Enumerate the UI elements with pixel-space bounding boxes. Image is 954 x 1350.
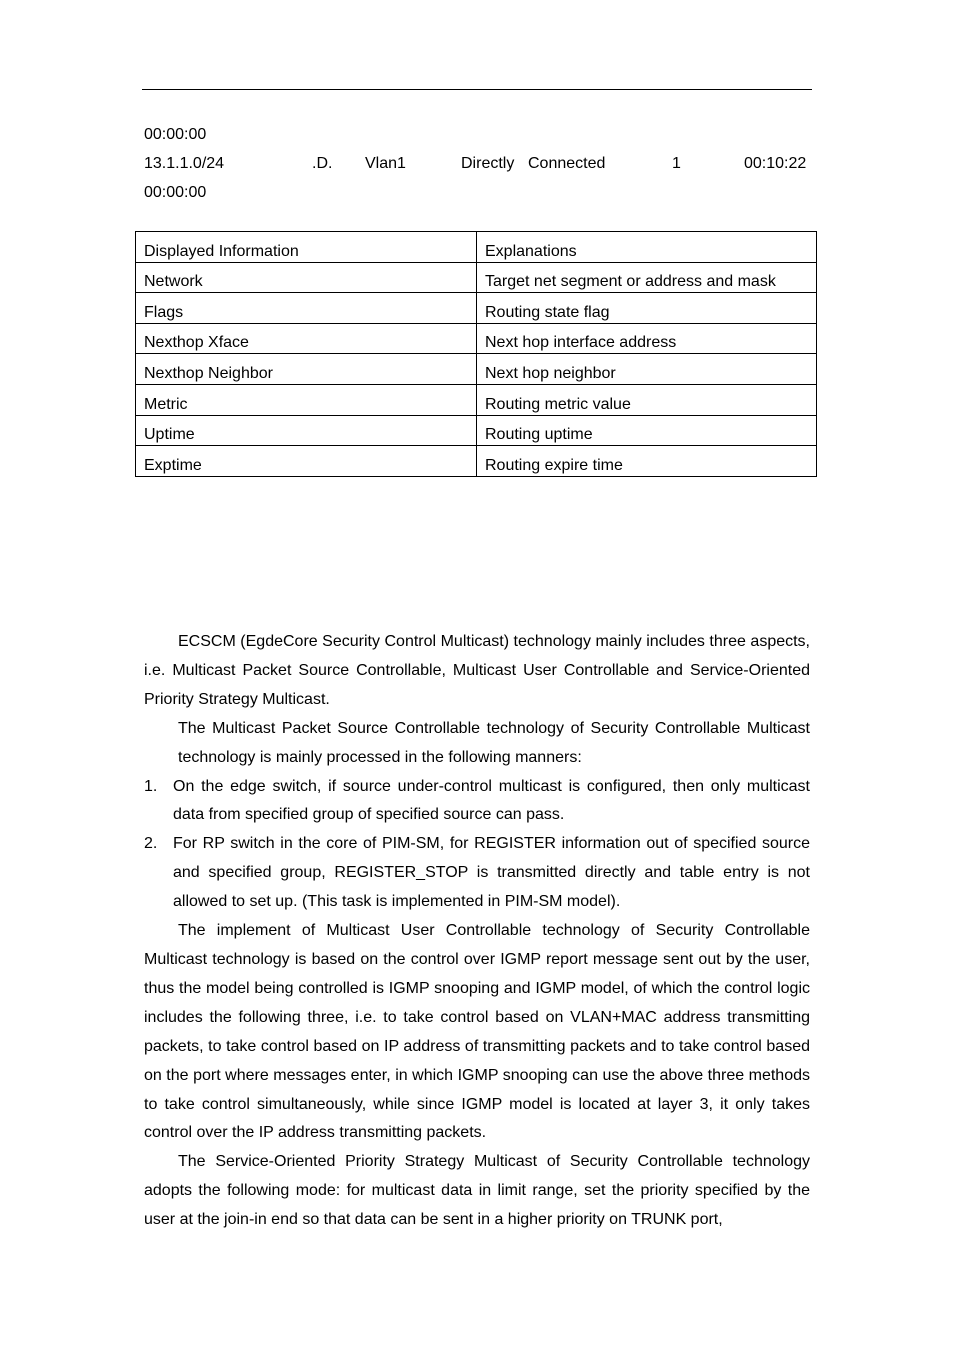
route-neighbor-1: Directly [461,155,515,172]
table-cell-explanation: Routing metric value [477,384,817,415]
list-item-text: On the edge switch, if source under-control multicast is configured, then only multicast data from specified group of specified source can pass. [173,777,810,824]
list-item [144,830,810,917]
table-header-cell: Explanations [477,232,817,263]
displayed-info-table [135,231,817,477]
table-cell-field: Uptime [136,415,477,446]
body-text [144,628,810,1235]
route-entry-row [144,149,810,178]
route-xface: Vlan1 [365,155,406,172]
route-neighbor-2: Connected [528,155,606,172]
route-flags: .D. [312,155,333,172]
paragraph-user-controllable: The implement of Multicast User Controllable technology of Security Controllable Multicast technology is based on the control over IGMP report message sent out by the user, thus the model being controlled is IGMP snooping and IGMP model, of which the control logic includes the following three, i.e. to take control based on VLAN+MAC address transmitting packets, to take control based on IP address of transmitting packets and to take control based on the port where messages enter, in which IGMP snooping can use the above three methods to take control simultaneously, while since IGMP model is located at layer 3, it only takes control over the IP address transmitting packets. [144,922,810,1142]
table-cell-explanation: Routing uptime [477,415,817,446]
paragraph-source-controllable: The Multicast Packet Source Controllable technology of Security Controllable Multicast technology is mainly processed in the following manners: [178,719,810,766]
table-cell-explanation: Next hop neighbor [477,354,817,385]
table-row [136,446,817,477]
table-cell-explanation: Next hop interface address [477,323,817,354]
header-rule [142,89,812,90]
route-time-line-3: 00:00:00 [144,184,207,201]
table-row [136,293,817,324]
list-number: 1. [144,777,158,795]
paragraph-priority-strategy: The Service-Oriented Priority Strategy Multicast of Security Controllable technology adopts the following mode: for multicast data in limit range, set the priority specified by the user at the join-in end so that data can be sent in a higher priority on TRUNK port, [144,1153,810,1229]
route-metric: 1 [672,155,681,172]
table-cell-field: Flags [136,293,477,324]
table-header-row [136,232,817,263]
table-row [136,384,817,415]
route-uptime: 00:10:22 [744,155,807,172]
table-row [136,415,817,446]
list-item [144,773,810,831]
route-time-line-1: 00:00:00 [144,126,207,143]
table-cell-field: Exptime [136,446,477,477]
table-cell-explanation: Routing state flag [477,293,817,324]
table-cell-field: Nexthop Xface [136,323,477,354]
table-cell-field: Nexthop Neighbor [136,354,477,385]
table-row [136,262,817,293]
table-row [136,354,817,385]
table-cell-field: Network [136,262,477,293]
table-header-cell: Displayed Information [136,232,477,263]
paragraph-intro: ECSCM (EgdeCore Security Control Multicast) technology mainly includes three aspects, i.e. Multicast Packet Source Controllable, Multicast User Controllable and Service-Oriented Priority Strategy Multicast. [144,633,810,708]
list-item-text: For RP switch in the core of PIM-SM, for REGISTER information out of specified source and specified group, REGISTER_STOP is transmitted directly and table entry is not allowed to set up. (This task is implemented in PIM-SM model). [173,835,810,911]
list-number: 2. [144,835,158,853]
table-cell-field: Metric [136,384,477,415]
table-cell-explanation: Routing expire time [477,446,817,477]
route-network: 13.1.1.0/24 [144,155,225,172]
table-row [136,323,817,354]
table-cell-explanation: Target net segment or address and mask [477,262,817,293]
